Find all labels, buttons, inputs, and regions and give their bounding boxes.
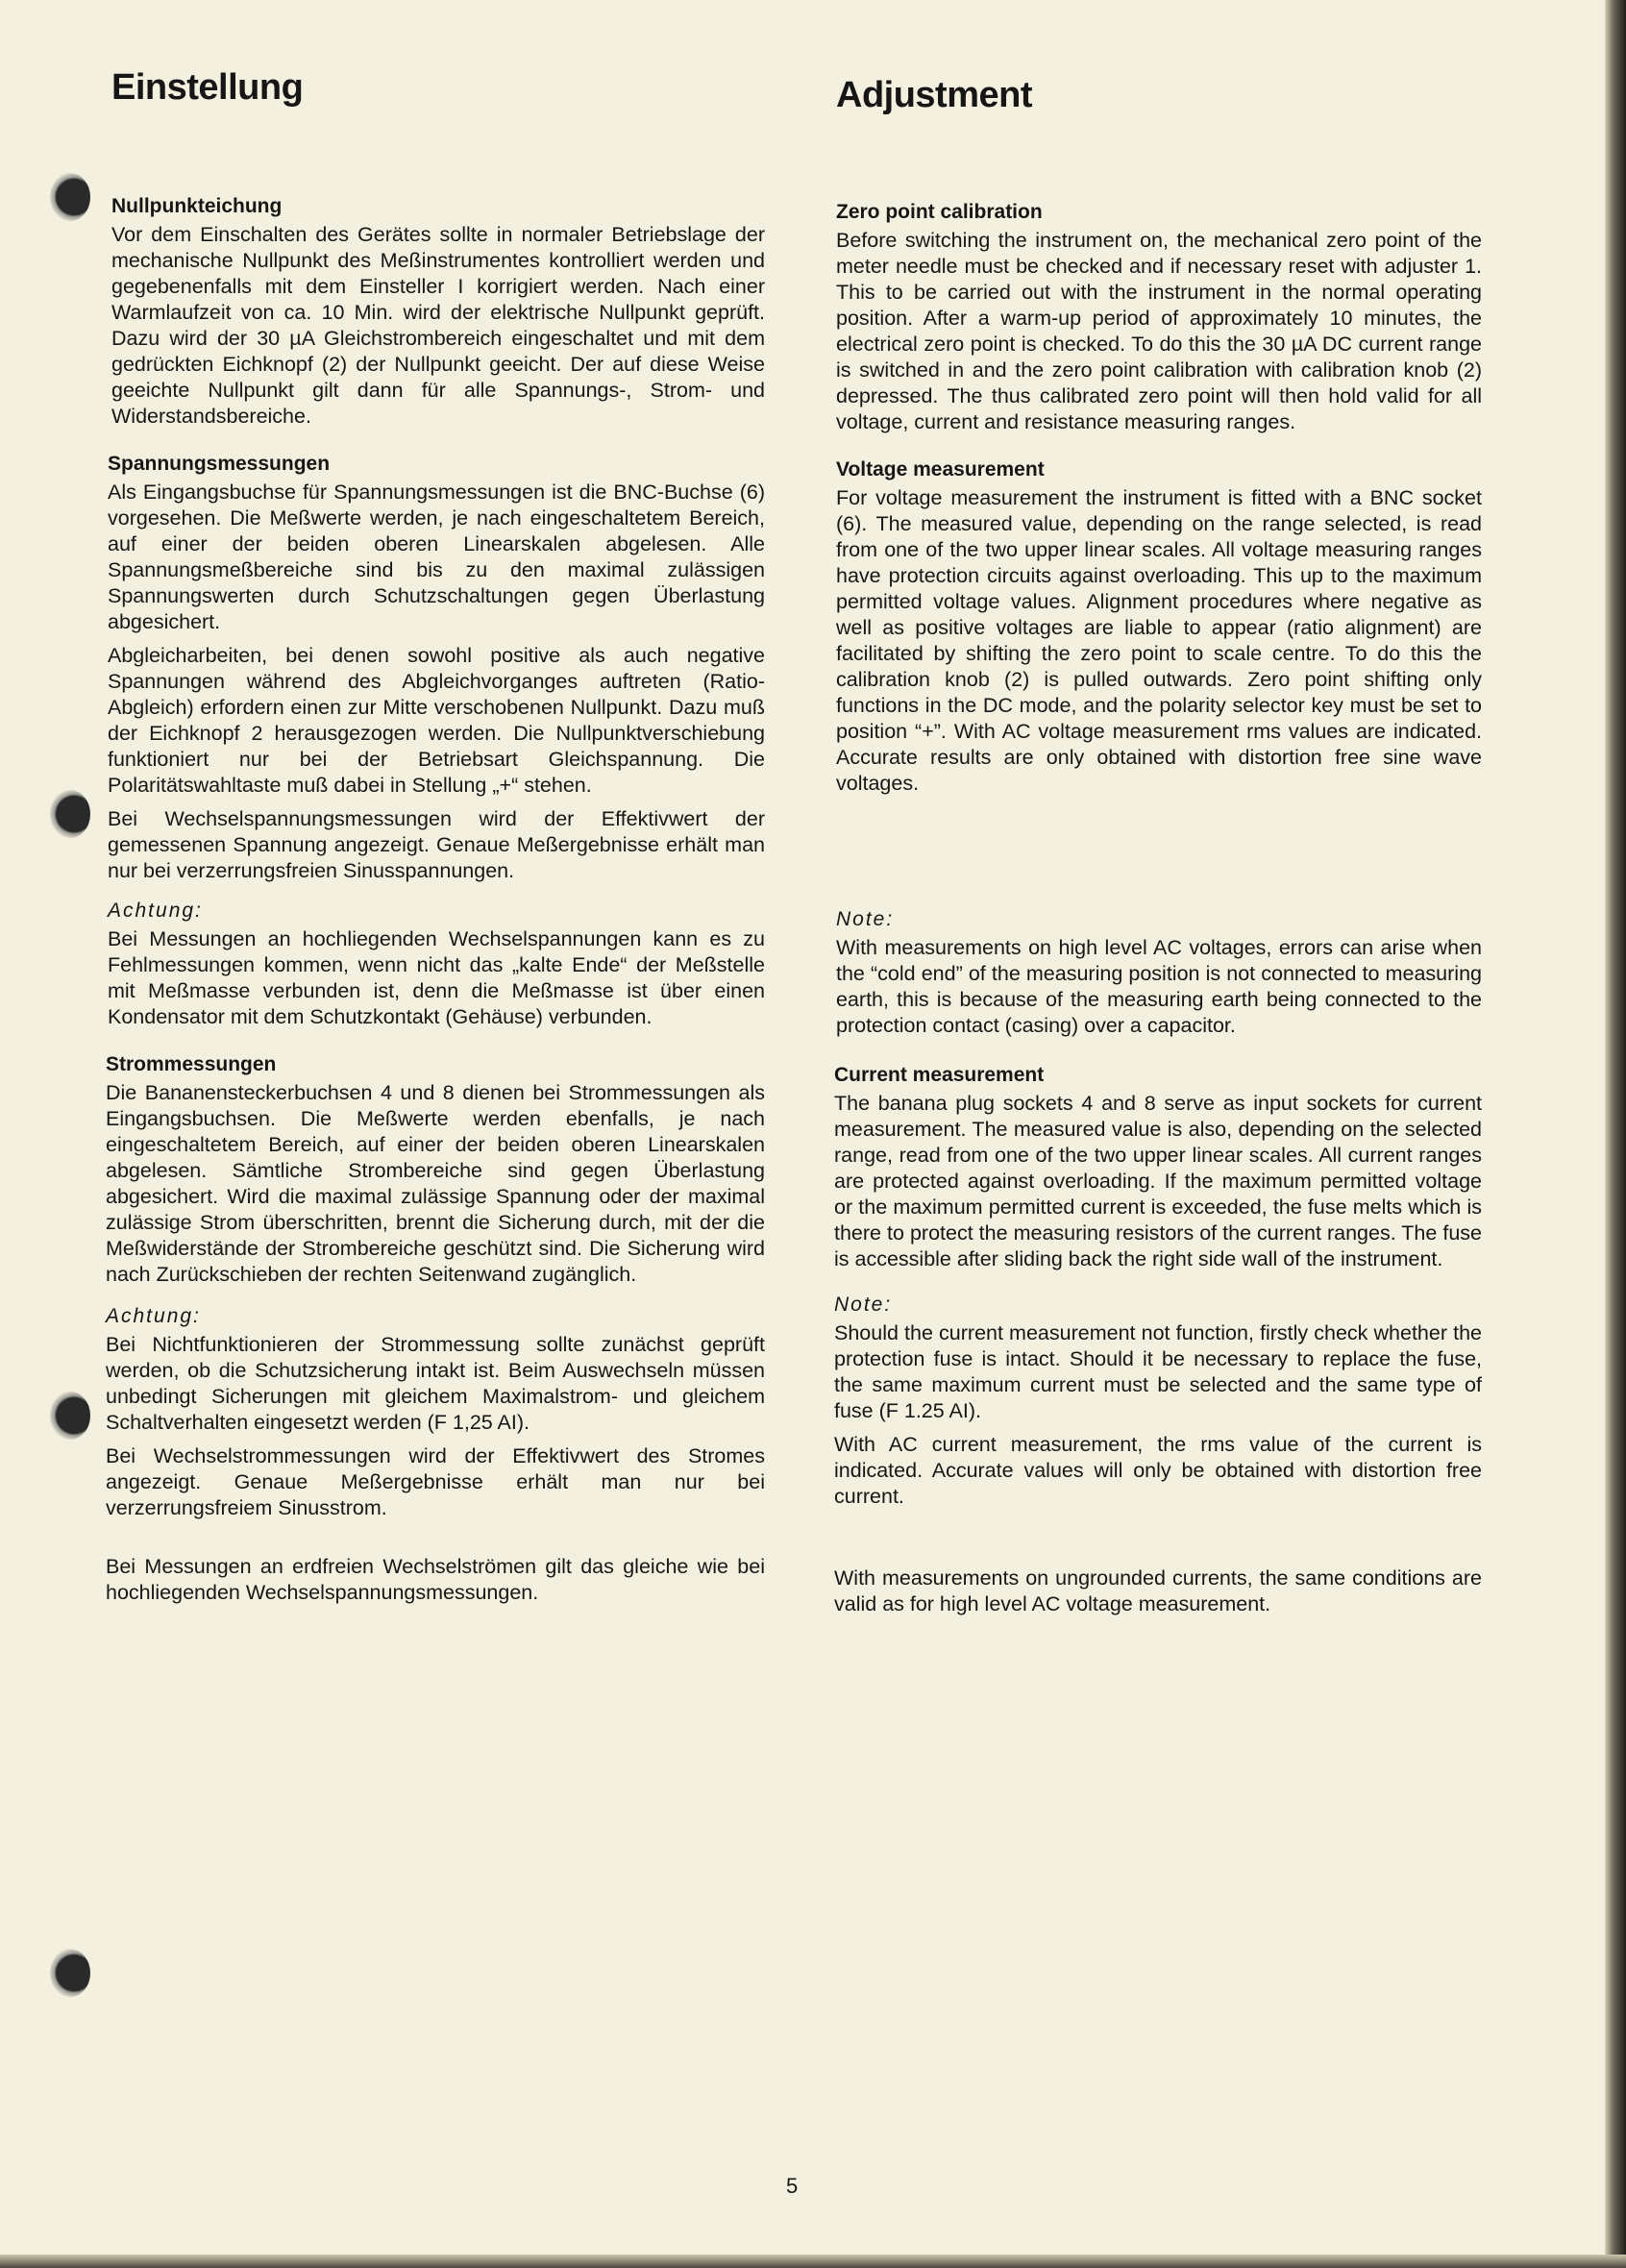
english-current-text-1: The banana plug sockets 4 and 8 serve as input sockets for current measurement. The measured value is also, depending on the selected range, read from one of the two upper linear scales. All current ranges are protected against overloading. If the maximum permitted voltage or the maximum permitted current is exceeded, the fuse melts which is there to protect the measuring resistors of the current ranges. The fuse is accessible after sliding back the right side wall of the instrument. [834, 1092, 1482, 1270]
german-title: Einstellung [111, 67, 304, 108]
german-current-note-label: Achtung: [106, 1305, 201, 1327]
german-current-text-2: Bei Wechselstrommessungen wird der Effektivwert des Stromes angezeigt. Genaue Meßergebnisse erhält man nur bei verzerrungsfreiem Sinusstrom. [106, 1444, 765, 1519]
english-current-note-text: Should the current measurement not function, firstly check whether the protection fuse is intact. Should it be necessary to replace the fuse, the same maximum current must be selected and the same type of fuse (F 1.25 AI). [834, 1321, 1482, 1422]
english-zero-text: Before switching the instrument on, the mechanical zero point of the meter needle must be checked and if necessary reset with adjuster 1. This to be carried out with the instrument in the normal operating position. After a warm-up period of approximately 10 minutes, the electrical zero point is checked. To do this the 30 µA DC current range is switched in and the zero point calibration with calibration knob (2) depressed. The thus calibrated zero point will then hold valid for all voltage, current and resistance measuring ranges. [836, 229, 1482, 433]
english-current-text-3: With measurements on ungrounded currents, the same conditions are valid as for high level AC voltage measurement. [834, 1566, 1482, 1615]
german-zero-heading: Nullpunkteichung [111, 195, 283, 217]
german-voltage-text-2: Abgleicharbeiten, bei denen sowohl positive als auch negative Spannungen während des Abgleichvorganges auftreten (Ratio-Abgleich) erfordern einen zur Mitte verschobenen Nullpunkt. Dazu muß der Eichknopf 2 herausgezogen werden. Die Nullpunktverschiebung funktioniert nur bei der Betriebsart Gleichspannung. Die Polaritätswahltaste muß dabei in Stellung „+“ stehen. [108, 644, 765, 797]
german-voltage-text-1: Als Eingangsbuchse für Spannungsmessungen ist die BNC-Buchse (6) vorgesehen. Die Meßwerte werden, je nach eingeschaltetem Bereich, auf einer der beiden oberen Linearskalen abgelesen. Alle Spannungsmeßbereiche sind bis zu den maximal zulässigen Spannungswerten durch Schutzschaltungen gegen Überlastung abgesichert. [108, 481, 765, 633]
page-edge-right [1605, 0, 1626, 2268]
english-current-text-2: With AC current measurement, the rms value of the current is indicated. Accurate values will only be obtained with distortion free current. [834, 1433, 1482, 1508]
german-current-note-text: Bei Nichtfunktionieren der Strommessung sollte zunächst geprüft werden, ob die Schutzsicherung intakt ist. Beim Auswechseln müssen unbedingt Sicherungen mit gleichem Maximalstrom- und gleichem Schaltverhalten eingesetzt werden (F 1,25 AI). [106, 1333, 765, 1434]
german-voltage-text-3: Bei Wechselspannungsmessungen wird der Effektivwert der gemessenen Spannung angezeigt. Genaue Meßergebnisse erhält man nur bei verzerrungsfreien Sinusspannungen. [108, 807, 765, 882]
german-zero-text: Vor dem Einschalten des Gerätes sollte in normaler Betriebslage der mechanische Nullpunkt des Meßinstrumentes kontrolliert werden und gegebenenfalls mit dem Einsteller I korrigiert werden. Nach einer Warmlaufzeit von ca. 10 Min. wird der elektrische Nullpunkt geprüft. Dazu wird der 30 µA Gleichstrombereich eingeschaltet und mit dem gedrückten Eichknopf (2) der Nullpunkt geeicht. Der auf diese Weise geeichte Nullpunkt gilt dann für alle Spannungs-, Strom- und Widerstandsbereiche. [111, 223, 765, 428]
english-voltage-heading: Voltage measurement [836, 458, 1045, 481]
english-column [836, 75, 1482, 1617]
page-number: 5 [786, 2174, 799, 2198]
german-current-heading: Strommessungen [106, 1053, 277, 1075]
page-edge-bottom [0, 2255, 1626, 2268]
english-voltage-note-label: Note: [836, 908, 895, 930]
english-title: Adjustment [836, 75, 1032, 115]
punch-hole-icon [50, 173, 90, 221]
english-current-heading: Current measurement [834, 1064, 1045, 1086]
english-voltage-text: For voltage measurement the instrument is fitted with a BNC socket (6). The measured value, depending on the range selected, is read from one of the two upper linear scales. All voltage measuring ranges have protection circuits against overloading. This up to the maximum permitted voltage values. Alignment procedures where negative as well as positive voltages are liable to appear (ratio alignment) are facilitated by shifting the zero point to scale centre. To do this the calibration knob (2) is pulled outwards. Zero point shifting only functions in the DC mode, and the polarity selector key must be set to position “+”. With AC voltage measurement rms values are indicated. Accurate results are only obtained with distortion free sine wave voltages. [836, 486, 1482, 795]
german-voltage-note-text: Bei Messungen an hochliegenden Wechselspannungen kann es zu Fehlmessungen kommen, wenn nicht das „kalte Ende“ der Meßstelle mit Meßmasse verbunden ist, denn die Meßmasse ist über einen Kondensator mit dem Schutzkontakt (Gehäuse) verbunden. [108, 927, 765, 1028]
german-current-text-3: Bei Messungen an erdfreien Wechselströmen gilt das gleiche wie bei hochliegenden Wechselspannungsmessungen. [106, 1555, 765, 1604]
german-column [106, 67, 765, 1606]
punch-hole-icon [50, 1392, 90, 1440]
punch-hole-icon [50, 790, 90, 838]
german-voltage-heading: Spannungsmessungen [108, 453, 331, 475]
german-voltage-note-label: Achtung: [108, 900, 203, 922]
english-voltage-note-text: With measurements on high level AC voltages, errors can arise when the “cold end” of the measuring position is not connected to measuring earth, this is because of the measuring earth being connected to the protection contact (casing) over a capacitor. [836, 936, 1482, 1037]
german-current-text-1: Die Bananensteckerbuchsen 4 und 8 dienen bei Strommessungen als Eingangsbuchsen. Die Meßwerte werden ebenfalls, je nach eingeschaltetem Bereich, auf einer der beiden oberen Linearskalen abgelesen. Sämtliche Strombereiche sind gegen Überlastung abgesichert. Wird die maximal zulässige Spannung oder der maximal zulässige Strom überschritten, brennt die Sicherung durch, mit der die Meßwiderstände der Strombereiche geschützt sind. Die Sicherung wird nach Zurückschieben der rechten Seitenwand zugänglich. [106, 1081, 765, 1286]
english-zero-heading: Zero point calibration [836, 201, 1043, 223]
english-current-note-label: Note: [834, 1294, 893, 1316]
punch-hole-icon [50, 1949, 90, 1997]
